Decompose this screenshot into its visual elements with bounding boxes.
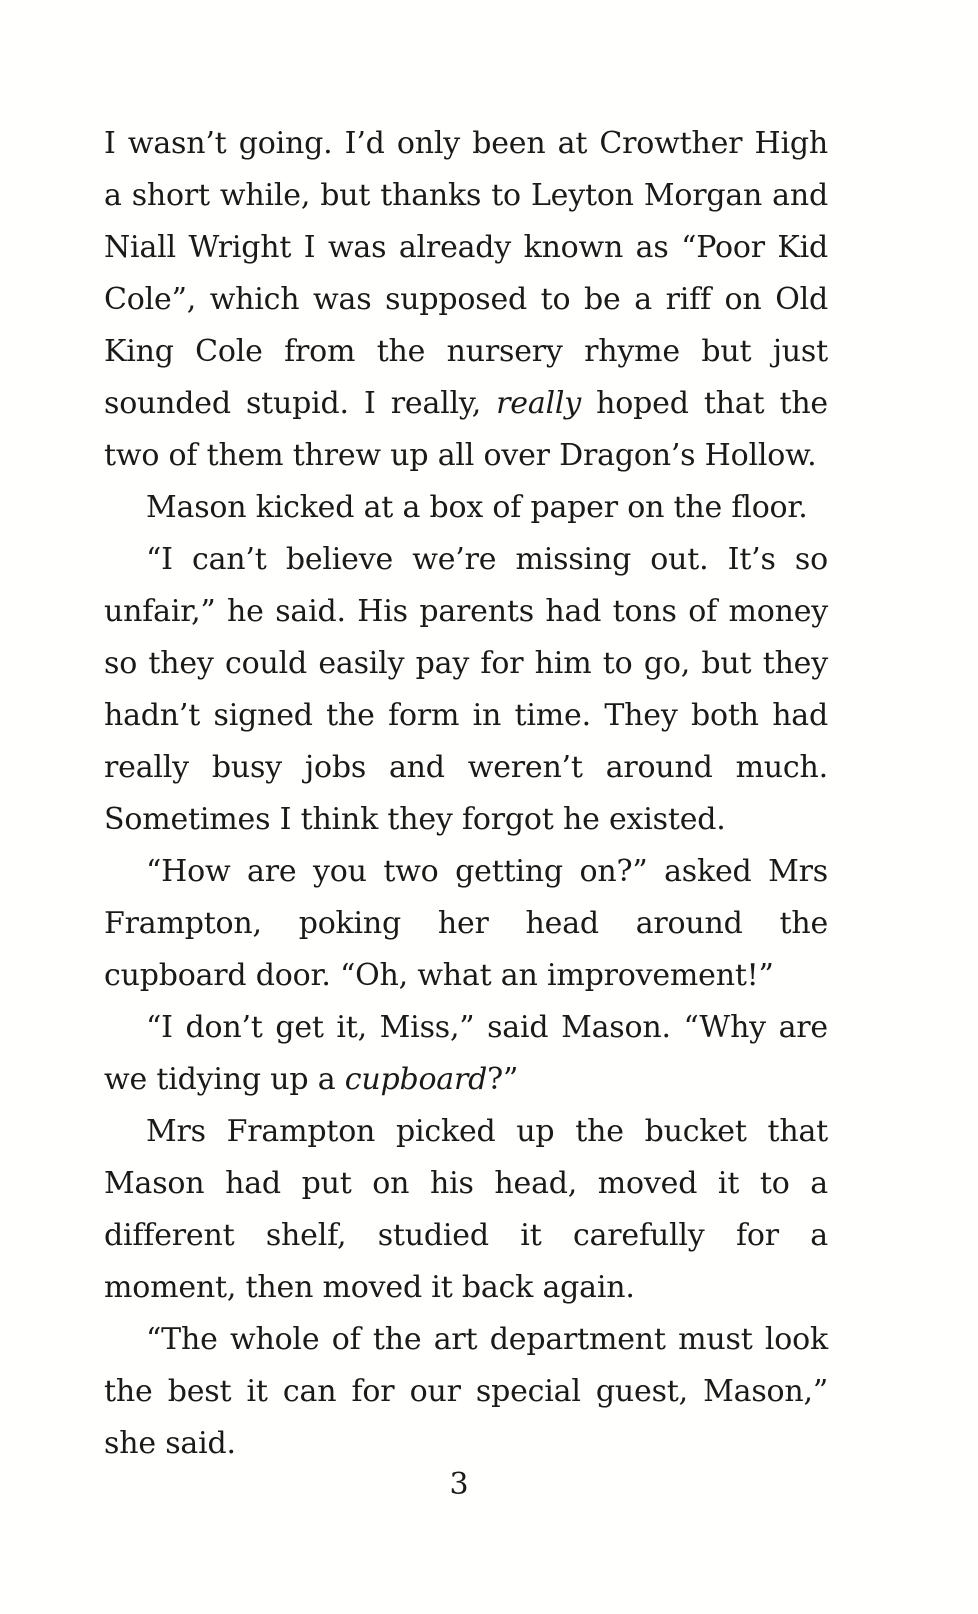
- text-run: “How are you two getting on?” asked Mrs Frampton, poking her head around the cupboard door. “Oh, what an improvement!”: [104, 854, 828, 993]
- text-run: hoped that the two of them threw up all over Dragon’s Hollow.: [104, 386, 828, 473]
- body-text: [104, 118, 828, 1470]
- paragraph-p5: [104, 1002, 828, 1106]
- italic-text: cupboard: [344, 1062, 488, 1097]
- text-run: ?”: [487, 1062, 519, 1097]
- paragraph-p4: [104, 846, 828, 1002]
- paragraph-p7: [104, 1314, 828, 1470]
- text-run: “I don’t get it, Miss,” said Mason. “Why are we tidying up a: [104, 1010, 828, 1097]
- paragraph-p3: [104, 534, 828, 846]
- text-run: I wasn’t going. I’d only been at Crowther High a short while, but thanks to Leyton Morgan and Niall Wright I was already known as “Poor Kid Cole”, which was supposed to be a riff on Old King Cole from the nursery rhyme but just sounded stupid. I really,: [104, 126, 828, 421]
- paragraph-p1: [104, 118, 828, 482]
- text-run: “The whole of the art department must look the best it can for our special guest, Mason,” she said.: [104, 1322, 828, 1461]
- text-run: Mason kicked at a box of paper on the floor.: [146, 490, 808, 525]
- italic-text: really: [496, 386, 582, 421]
- page-number: 3: [449, 1467, 469, 1502]
- paragraph-p6: [104, 1106, 828, 1314]
- text-run: “I can’t believe we’re missing out. It’s so unfair,” he said. His parents had tons of money so they could easily pay for him to go, but they hadn’t signed the form in time. They both had really busy jobs and weren’t around much. Sometimes I think they forgot he existed.: [104, 542, 828, 837]
- text-run: Mrs Frampton picked up the bucket that Mason had put on his head, moved it to a different shelf, studied it carefully for a moment, then moved it back again.: [104, 1114, 828, 1305]
- paragraph-p2: [104, 482, 828, 534]
